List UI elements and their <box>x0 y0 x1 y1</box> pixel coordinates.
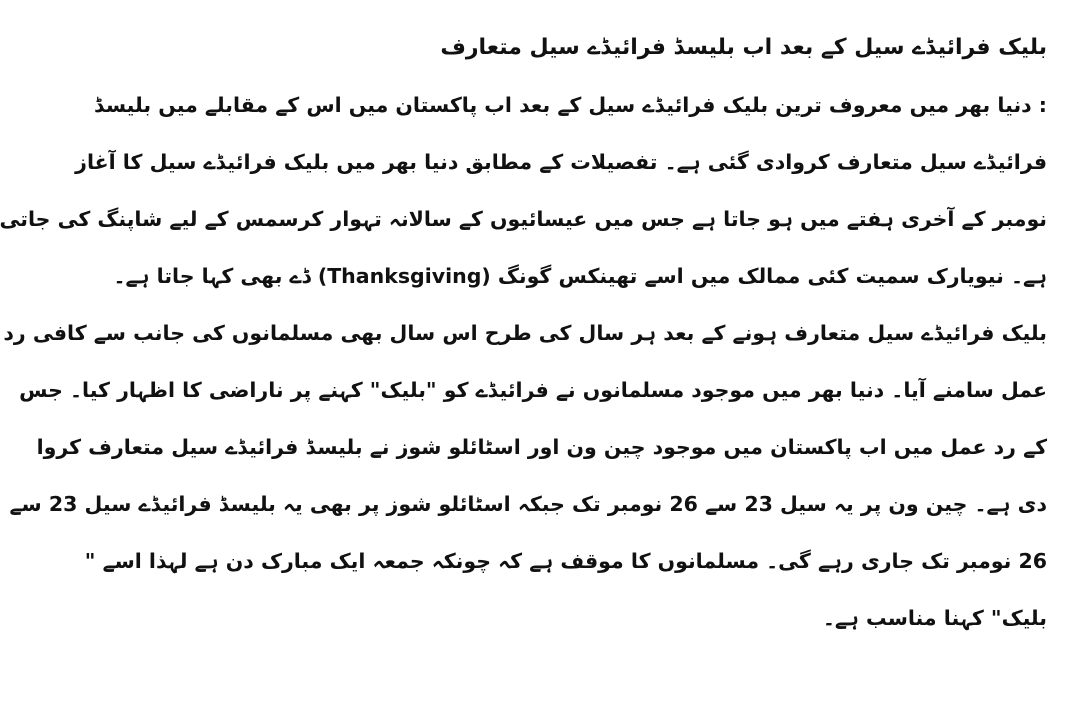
article-line: : دنیا بھر میں معروف ترین بلیک فرائیڈے سیل کے بعد اب پاکستان میں اس کے مقابلے میں بلیسڈ <box>93 93 1047 117</box>
article-line: عمل سامنے آیا۔ دنیا بھر میں موجود مسلمانوں نے فرائیڈے کو "بلیک" کہنے پر ناراضی کا اظہار کیا۔ جس <box>19 378 1047 402</box>
article-body <box>0 90 1047 633</box>
article-line: کے رد عمل میں اب پاکستان میں موجود چین ون اور اسٹائلو شوز نے بلیسڈ فرائیڈے سیل متعارف کروا <box>36 435 1047 459</box>
article-line: ہے۔ نیویارک سمیت کئی ممالک میں اسے تھینکس گونگ (Thanksgiving) ڈے بھی کہا جاتا ہے۔ <box>113 264 1047 288</box>
article-line: دی ہے۔ چین ون پر یہ سیل 23 سے 26 نومبر تک جبکہ اسٹائلو شوز پر بھی یہ بلیسڈ فرائیڈے سیل 23 سے <box>9 492 1047 516</box>
article-line: بلیک" کہنا مناسب ہے۔ <box>822 606 1047 630</box>
article-line: 26 نومبر تک جاری رہے گی۔ مسلمانوں کا موقف ہے کہ چونکہ جمعہ ایک مبارک دن ہے لہذا اسے " <box>84 549 1047 573</box>
article-line: فرائیڈے سیل متعارف کروادی گئی ہے۔ تفصیلات کے مطابق دنیا بھر میں بلیک فرائیڈے سیل کا آغاز <box>75 150 1047 174</box>
article-line: بلیک فرائیڈے سیل متعارف ہونے کے بعد ہر سال کی طرح اس سال بھی مسلمانوں کی جانب سے کافی رد <box>3 321 1047 345</box>
article-line: نومبر کے آخری ہفتے میں ہو جاتا ہے جس میں عیسائیوں کے سالانہ تہوار کرسمس کے لیے شاپنگ کی جاتی <box>0 207 1047 231</box>
article-headline: بلیک فرائیڈے سیل کے بعد اب بلیسڈ فرائیڈے سیل متعارف <box>440 35 1047 60</box>
